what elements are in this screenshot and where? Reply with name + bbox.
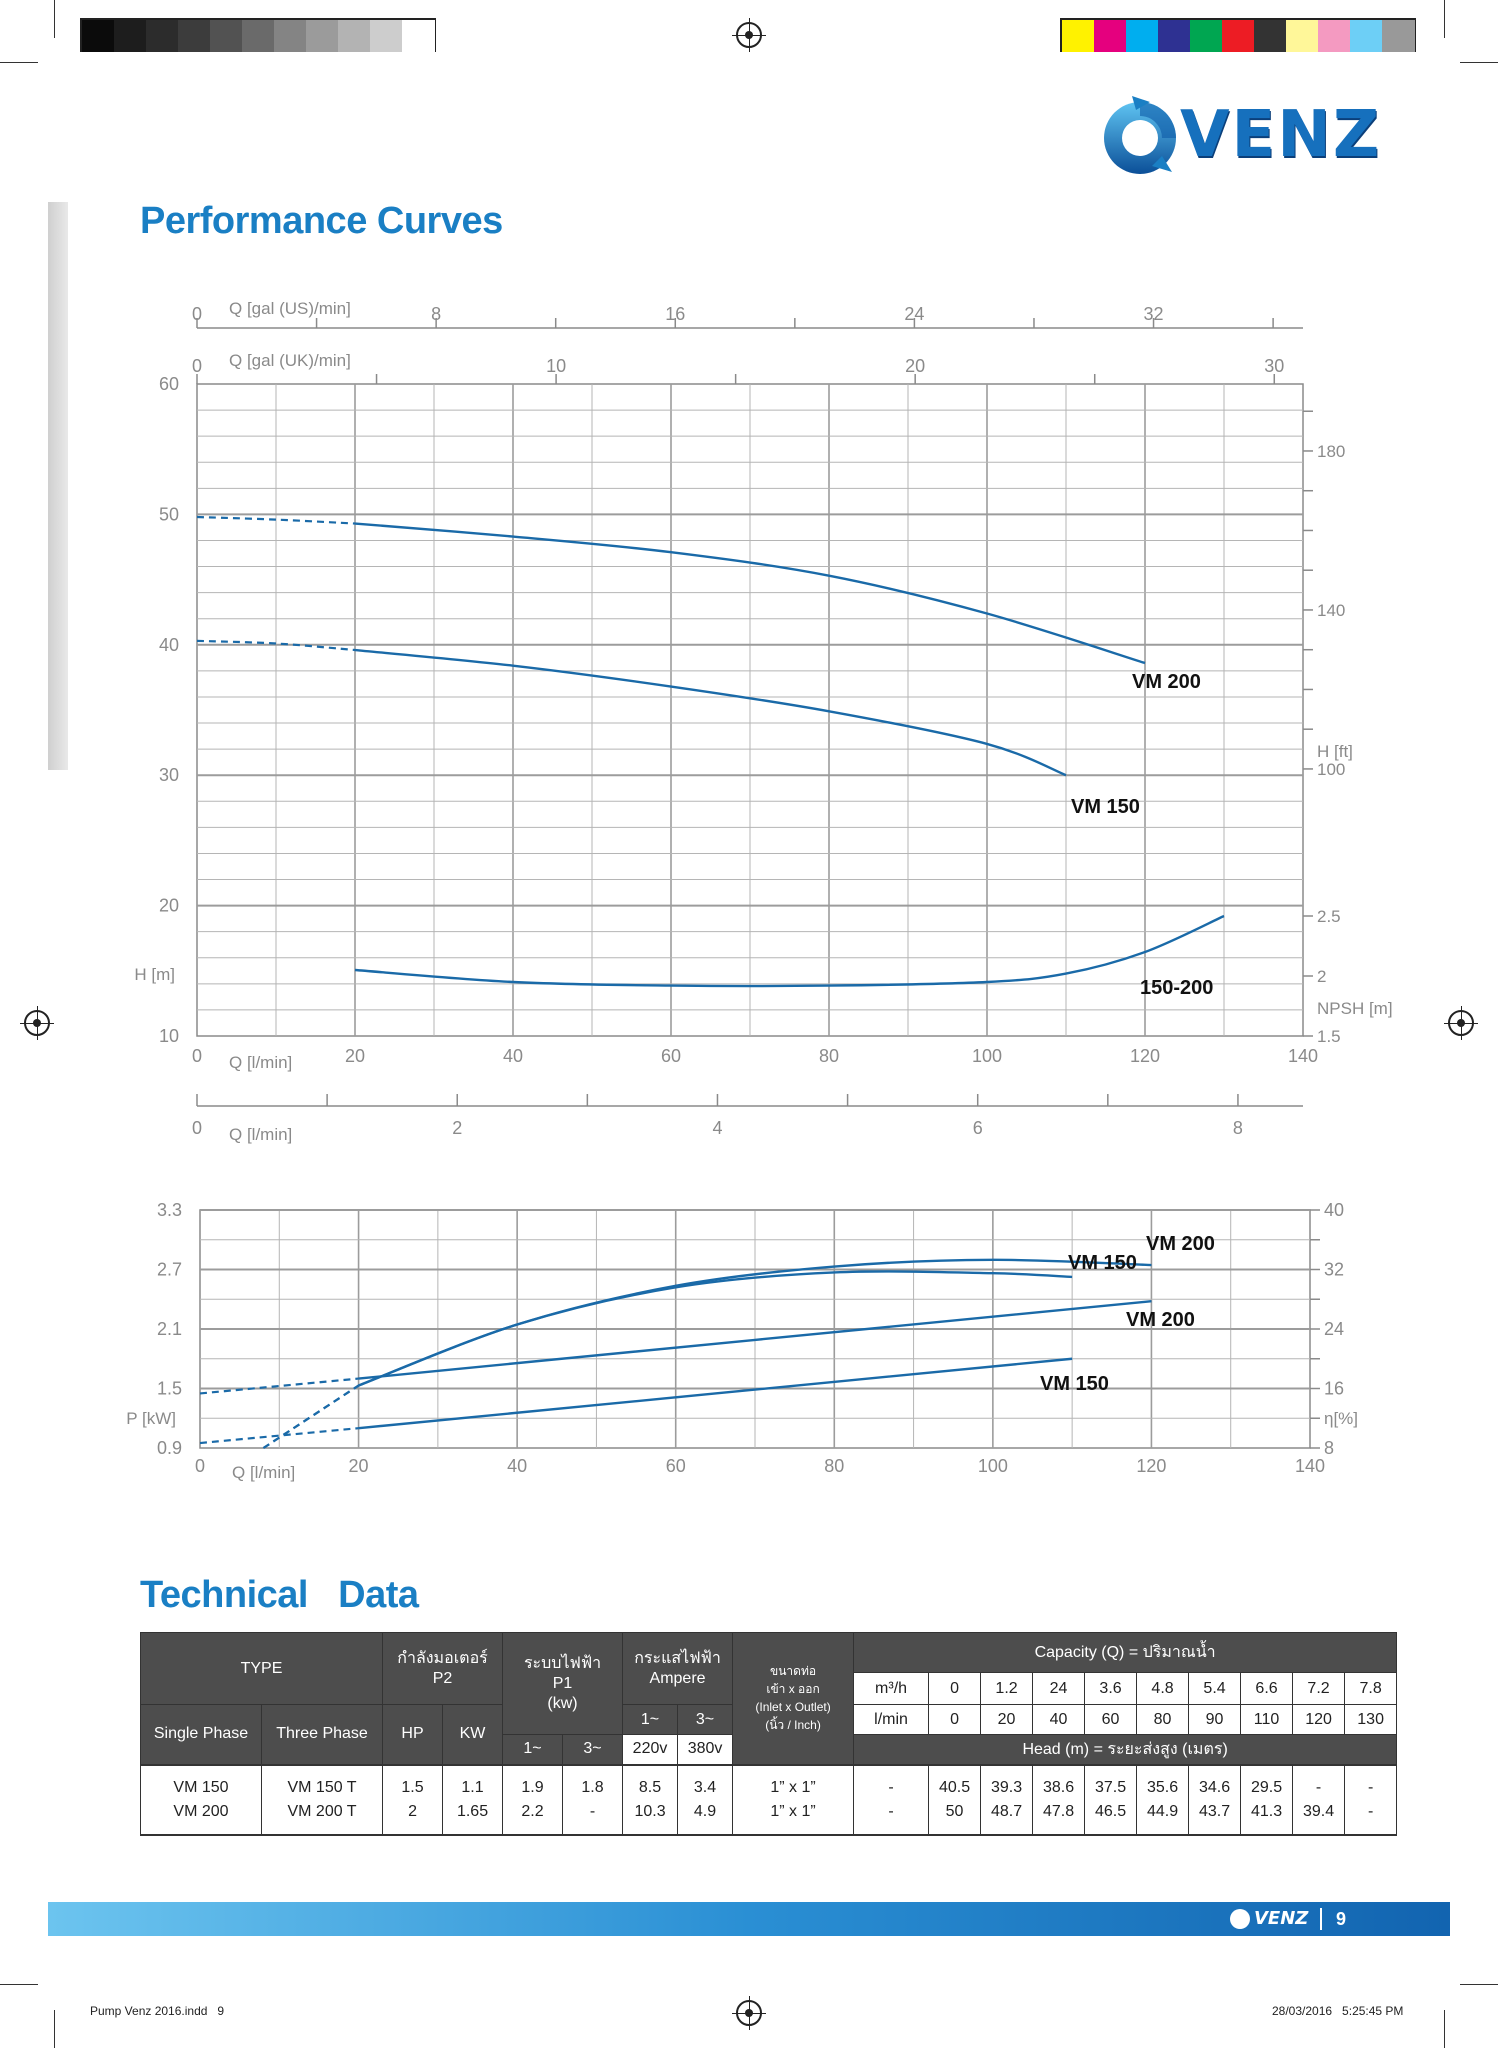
y-right-tick-label: 180: [1317, 442, 1346, 462]
x-tick-label: 16: [665, 304, 686, 324]
footer-divider: [1320, 1908, 1322, 1930]
p1-single-values: 1.9 2.2: [503, 1765, 563, 1835]
crop-mark: [1444, 2010, 1445, 2048]
x-tick-label: 60: [665, 1456, 686, 1476]
x-axis-title: Q [gal (US)/min]: [229, 299, 351, 318]
registration-mark-bottom: [736, 2000, 762, 2026]
head-values: - -: [854, 1765, 929, 1835]
y-tick-label: 3.3: [156, 1200, 182, 1220]
x-tick-label: 120: [1136, 1456, 1167, 1476]
color-swatch: [338, 20, 371, 52]
x-tick-label: 0: [191, 356, 203, 376]
y-tick-label: 10: [158, 1026, 179, 1046]
head-values: 35.6 44.9: [1137, 1765, 1189, 1835]
x-tick-label: 8: [431, 304, 442, 324]
lmin-value: 130: [1345, 1705, 1397, 1735]
color-swatch: [210, 20, 243, 52]
volt-three: 380v: [678, 1735, 733, 1765]
m3h-label: m³/h: [854, 1673, 929, 1705]
color-swatch: [1286, 20, 1319, 52]
header-power-p1: ระบบไฟฟ้า P1 (kw): [503, 1633, 623, 1735]
y-right-tick-label: 140: [1317, 600, 1346, 620]
npsh-axis-title: NPSH [m]: [1317, 999, 1393, 1018]
x-axis-title: Q [l/min]: [232, 1463, 296, 1482]
venz-logo: [1092, 92, 1412, 182]
m3h-value: 24: [1033, 1673, 1085, 1705]
y-tick-label: 0.9: [156, 1438, 182, 1458]
technical-data-table: [140, 1632, 1397, 1836]
header-p1-single: 1~: [503, 1735, 563, 1765]
amp-three-values: 3.4 4.9: [678, 1765, 733, 1835]
series-label-vm200-power: VM 200: [1126, 1309, 1195, 1331]
series-label-vm200-efficiency: VM 200: [1146, 1233, 1215, 1255]
color-swatch: [114, 20, 147, 52]
color-swatch: [1062, 20, 1095, 52]
color-swatch: [402, 20, 435, 52]
crop-mark: [0, 1984, 38, 1985]
y-axis-title: H [m]: [134, 965, 175, 984]
color-swatch: [274, 20, 307, 52]
header-amp-single: 1~: [623, 1705, 678, 1735]
head-values: 37.5 46.5: [1085, 1765, 1137, 1835]
x-axis-title: Q [l/min]: [229, 1125, 293, 1144]
m3h-value: 7.2: [1293, 1673, 1345, 1705]
lmin-value: 110: [1241, 1705, 1293, 1735]
y-tick-label: 1.5: [156, 1378, 182, 1399]
head-values: 40.5 50: [929, 1765, 981, 1835]
x-tick-label: 120: [1129, 1046, 1161, 1066]
x-tick-label: 60: [660, 1046, 682, 1066]
x-tick-label: 140: [1287, 1046, 1319, 1066]
lmin-value: 0: [929, 1705, 981, 1735]
crop-mark: [1444, 0, 1445, 38]
registration-mark-top: [736, 22, 762, 48]
header-ampere: กระแสไฟฟ้า Ampere: [623, 1633, 733, 1705]
x-tick-label: 40: [502, 1046, 524, 1066]
y-tick-label: 50: [158, 504, 179, 525]
footer-logo-icon: [1230, 1909, 1250, 1929]
head-npsh-chart: [0, 280, 1498, 1160]
y-right-axis-title: H [ft]: [1317, 742, 1353, 761]
m3h-value: 6.6: [1241, 1673, 1293, 1705]
m3h-value: 1.2: [981, 1673, 1033, 1705]
x-tick-label: 100: [971, 1046, 1003, 1066]
x-tick-label: 0: [191, 1046, 203, 1066]
header-hp: HP: [383, 1705, 443, 1765]
lmin-value: 90: [1189, 1705, 1241, 1735]
x-tick-label: 24: [904, 304, 925, 324]
lmin-label: l/min: [854, 1705, 929, 1735]
y-tick-label: 20: [158, 895, 179, 916]
header-motor-power: กำลังมอเตอร์ P2: [383, 1633, 503, 1705]
pipe-values: 1” x 1” 1” x 1”: [733, 1765, 854, 1835]
x-tick-label: 8: [1232, 1118, 1243, 1138]
amp-single-values: 8.5 10.3: [623, 1765, 678, 1835]
process-color-bar: [1060, 18, 1416, 52]
x-tick-label: 80: [824, 1456, 845, 1476]
color-swatch: [1382, 20, 1415, 52]
x-tick-label: 40: [507, 1456, 528, 1476]
header-amp-three: 3~: [678, 1705, 733, 1735]
y-axis-title: P [kW]: [126, 1409, 176, 1428]
color-swatch: [242, 20, 275, 52]
header-kw: KW: [443, 1705, 503, 1765]
x-tick-label: 0: [194, 1456, 206, 1476]
y-right-tick-label: 40: [1324, 1200, 1345, 1220]
x-tick-label: 0: [191, 304, 203, 324]
head-values: 39.3 48.7: [981, 1765, 1033, 1835]
y-right-tick-label: 2: [1317, 967, 1327, 986]
crop-mark: [54, 2010, 55, 2048]
y-right-tick-label: 2.5: [1317, 907, 1341, 926]
performance-curves-title: Performance Curves: [140, 200, 503, 242]
y-right-tick-label: 100: [1317, 759, 1346, 779]
color-swatch: [306, 20, 339, 52]
x-tick-label: 2: [452, 1118, 463, 1138]
lmin-value: 120: [1293, 1705, 1345, 1735]
x-tick-label: 80: [818, 1046, 840, 1066]
crop-mark: [0, 62, 38, 63]
color-swatch: [178, 20, 211, 52]
y-right-tick-label: 1.5: [1317, 1027, 1341, 1046]
technical-data-title: Technical Data: [140, 1574, 419, 1616]
m3h-value: 4.8: [1137, 1673, 1189, 1705]
header-p1-three: 3~: [563, 1735, 623, 1765]
header-pipe-size: ขนาดท่อ เข้า x ออก (Inlet x Outlet) (นิ้ว / Inch): [733, 1633, 854, 1765]
series-label-npsh: 150-200: [1140, 977, 1214, 999]
y-tick-label: 40: [158, 634, 179, 655]
y-right-tick-label: 24: [1324, 1319, 1345, 1339]
x-axis-title: Q [gal (UK)/min]: [229, 351, 351, 370]
m3h-value: 7.8: [1345, 1673, 1397, 1705]
crop-mark: [1460, 62, 1498, 63]
series-label-vm150: VM 150: [1071, 796, 1140, 818]
slug-timestamp: 28/03/2016 5:25:45 PM: [1272, 2004, 1404, 2018]
x-tick-label: 10: [546, 356, 567, 376]
grayscale-color-bar: [80, 18, 436, 52]
y-right-axis-title: η[%]: [1324, 1409, 1359, 1428]
x-tick-label: 0: [191, 1118, 203, 1138]
color-swatch: [1318, 20, 1351, 52]
header-three-phase: Three Phase: [262, 1705, 383, 1765]
header-capacity: Capacity (Q) = ปริมาณน้ำ: [854, 1633, 1397, 1673]
x-tick-label: 140: [1294, 1456, 1326, 1476]
color-swatch: [1158, 20, 1191, 52]
color-swatch: [1094, 20, 1127, 52]
lmin-value: 40: [1033, 1705, 1085, 1735]
color-swatch: [1190, 20, 1223, 52]
lmin-value: 60: [1085, 1705, 1137, 1735]
head-values: 38.6 47.8: [1033, 1765, 1085, 1835]
table-row: [141, 1765, 1397, 1835]
y-right-tick-label: 8: [1324, 1438, 1335, 1458]
lmin-value: 80: [1137, 1705, 1189, 1735]
y-tick-label: 2.1: [156, 1319, 182, 1339]
x-tick-label: 6: [972, 1118, 983, 1138]
slug-filename: Pump Venz 2016.indd 9: [90, 2004, 225, 2018]
x-axis-title: Q [l/min]: [229, 1053, 293, 1072]
footer-brand: VENZ: [1254, 1908, 1309, 1929]
color-swatch: [1350, 20, 1383, 52]
head-values: 34.6 43.7: [1189, 1765, 1241, 1835]
three-phase-models: VM 150 T VM 200 T: [262, 1765, 383, 1835]
hp-values: 1.5 2: [383, 1765, 443, 1835]
x-tick-label: 20: [348, 1456, 369, 1476]
color-swatch: [1126, 20, 1159, 52]
header-single-phase: Single Phase: [141, 1705, 262, 1765]
color-swatch: [1222, 20, 1255, 52]
y-right-tick-label: 32: [1324, 1259, 1345, 1280]
color-swatch: [370, 20, 403, 52]
x-tick-label: 100: [977, 1456, 1008, 1476]
volt-single: 220v: [623, 1735, 678, 1765]
y-tick-label: 30: [158, 765, 179, 786]
head-values: - 39.4: [1293, 1765, 1345, 1835]
p1-three-values: 1.8 -: [563, 1765, 623, 1835]
crop-mark: [1460, 1984, 1498, 1985]
power-efficiency-chart: [0, 1180, 1498, 1500]
series-label-vm150-power: VM 150: [1040, 1373, 1109, 1395]
x-tick-label: 20: [344, 1046, 366, 1066]
x-tick-label: 20: [905, 356, 926, 376]
color-swatch: [82, 20, 115, 52]
color-swatch: [1254, 20, 1287, 52]
y-tick-label: 60: [158, 374, 179, 394]
color-swatch: [146, 20, 179, 52]
m3h-value: 5.4: [1189, 1673, 1241, 1705]
y-right-tick-label: 16: [1324, 1378, 1345, 1399]
kw-values: 1.1 1.65: [443, 1765, 503, 1835]
y-tick-label: 2.7: [156, 1259, 182, 1280]
crop-mark: [54, 0, 55, 38]
lmin-value: 20: [981, 1705, 1033, 1735]
header-type: TYPE: [141, 1633, 383, 1705]
head-values: 29.5 41.3: [1241, 1765, 1293, 1835]
series-label-vm200: VM 200: [1132, 671, 1201, 693]
single-phase-models: VM 150 VM 200: [141, 1765, 262, 1835]
x-tick-label: 32: [1143, 304, 1164, 324]
header-head: Head (m) = ระยะส่งสูง (เมตร): [854, 1735, 1397, 1765]
m3h-value: 3.6: [1085, 1673, 1137, 1705]
head-values: - -: [1345, 1765, 1397, 1835]
page-number: 9: [1336, 1909, 1347, 1929]
footer-bar: [48, 1902, 1450, 1936]
series-label-vm150-efficiency: VM 150: [1068, 1252, 1137, 1274]
m3h-value: 0: [929, 1673, 981, 1705]
logo-text: VENZ: [1180, 98, 1382, 172]
x-tick-label: 4: [712, 1118, 723, 1138]
x-tick-label: 30: [1264, 356, 1285, 376]
